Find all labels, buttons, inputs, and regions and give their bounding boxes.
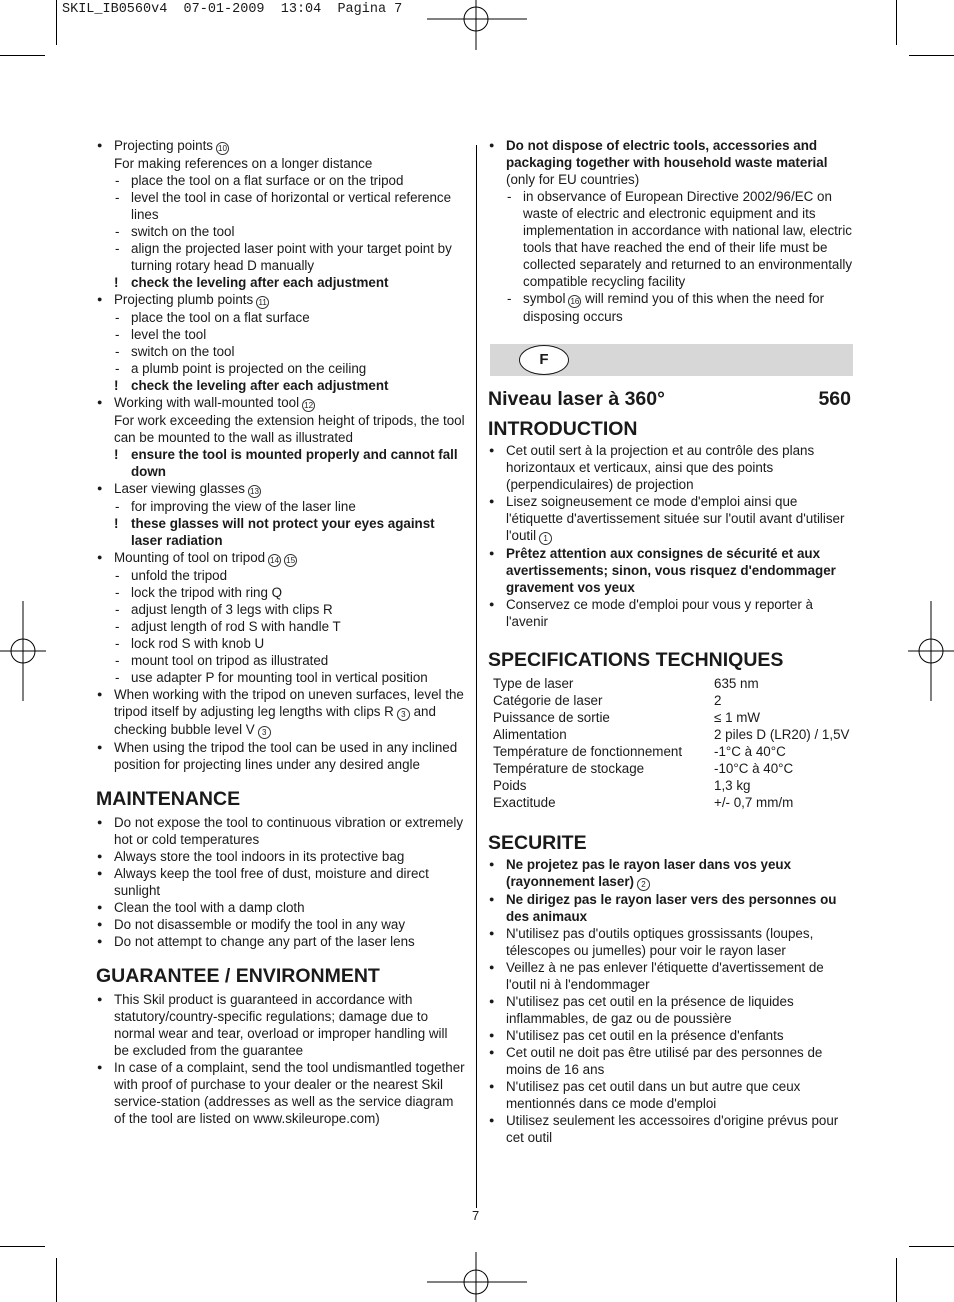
list-item: ● Prêtez attention aux consignes de sécurité et aux avertissements; sinon, vous risquez d'endommager gravement vos yeux	[488, 545, 856, 596]
list-step: - for improving the view of the laser line	[96, 498, 466, 515]
list-item	[488, 137, 856, 188]
list-step: - switch on the tool	[96, 223, 466, 240]
table-row	[493, 760, 849, 777]
figure-number: 16	[568, 295, 581, 308]
figure-number: 13	[248, 485, 261, 498]
warning-item: ! check the leveling after each adjustment	[96, 274, 466, 291]
item-text: Ne projetez pas le rayon laser dans vos yeux (rayonnement laser)	[506, 857, 792, 889]
crop-mark	[0, 1246, 45, 1247]
figure-number: 14	[268, 554, 281, 567]
right-column-french	[488, 418, 856, 1146]
list-step: - level the tool in case of horizontal or vertical reference lines	[96, 189, 466, 223]
list-item: ● This Skil product is guaranteed in accordance with statutory/country-specific regulations; damage due to normal wear and tear, overload or improper handling will be excluded from the guarantee	[96, 991, 466, 1059]
figure-number: 2	[637, 878, 650, 891]
list-step: - a plumb point is projected on the ceiling	[96, 360, 466, 377]
figure-number: 1	[539, 532, 552, 545]
left-column	[96, 137, 466, 1127]
item-label: Projecting points	[114, 138, 213, 153]
section-title-introduction: INTRODUCTION	[488, 418, 638, 440]
registration-mark-right	[908, 601, 954, 701]
product-number: 560	[818, 388, 851, 410]
table-row	[493, 709, 849, 726]
crop-mark	[896, 0, 897, 45]
item-text: and checking bubble level V	[114, 704, 436, 737]
table-row	[493, 794, 849, 811]
list-item: ● N'utilisez pas cet outil en la présence d'enfants	[488, 1027, 856, 1044]
list-step: - lock rod S with knob U	[96, 635, 466, 652]
list-step: - lock the tripod with ring Q	[96, 584, 466, 601]
list-item-desc: For making references on a longer distance	[114, 156, 373, 171]
list-item: ● N'utilisez pas cet outil en la présence de liquides inflammables, de gaz ou de poussière	[488, 993, 856, 1027]
language-bar	[490, 344, 853, 376]
securite-list	[488, 856, 856, 1146]
list-item: ● Do not attempt to change any part of the laser lens	[96, 933, 466, 950]
list-item: ● N'utilisez pas cet outil dans un but autre que ceux mentionnés dans ce mode d'emploi	[488, 1078, 856, 1112]
spec-key: Température de stockage	[493, 761, 645, 776]
product-title: Niveau laser à 360°	[488, 388, 665, 410]
spec-key: Puissance de sortie	[493, 710, 610, 725]
list-item: ● Always store the tool indoors in its protective bag	[96, 848, 466, 865]
list-item: ● Do not expose the tool to continuous vibration or extremely hot or cold temperatures	[96, 814, 466, 848]
figure-number: 11	[256, 296, 269, 309]
figure-number: 15	[284, 554, 297, 567]
item-text: Lisez soigneusement ce mode d'emploi ainsi que l'étiquette d'avertissement située sur l'outil avant d'utiliser l'outil	[506, 494, 845, 543]
list-item	[96, 686, 466, 739]
item-label: Projecting plumb points	[114, 292, 254, 307]
right-column-top	[488, 137, 856, 325]
figure-number: 3	[397, 708, 410, 721]
spec-value: +/- 0,7 mm/m	[714, 795, 794, 810]
list-item: ● Clean the tool with a damp cloth	[96, 899, 466, 916]
operation-list	[96, 137, 466, 773]
crop-mark	[909, 55, 954, 56]
spec-key: Poids	[493, 778, 527, 793]
warning-item: ! these glasses will not protect your eyes against laser radiation	[96, 515, 466, 549]
registration-mark-bottom	[427, 1252, 527, 1302]
list-step: - mount tool on tripod as illustrated	[96, 652, 466, 669]
figure-number: 3	[258, 726, 271, 739]
spec-value: 635 nm	[714, 676, 759, 691]
registration-mark-left	[0, 601, 46, 701]
table-row	[493, 777, 849, 794]
list-step: - adjust length of rod S with handle T	[96, 618, 466, 635]
list-item: ● Do not disassemble or modify the tool in any way	[96, 916, 466, 933]
list-item: ● N'utilisez pas d'outils optiques grossissants (loupes, télescopes ou jumelles) pour voir le rayon laser	[488, 925, 856, 959]
table-row	[493, 675, 849, 692]
section-title-specifications: SPECIFICATIONS TECHNIQUES	[488, 649, 784, 671]
list-item: ● When using the tripod the tool can be used in any inclined position for projecting lines under any desired angle	[96, 739, 466, 773]
dispose-list	[488, 137, 856, 325]
list-item	[96, 137, 466, 155]
item-label: Mounting of tool on tripod	[114, 550, 266, 565]
item-text: will remind you of this when the need for disposing occurs	[523, 291, 825, 324]
list-item	[488, 493, 856, 545]
spec-key: Alimentation	[493, 727, 567, 742]
introduction-list	[488, 442, 856, 630]
list-step: - align the projected laser point with your target point by turning rotary head D manually	[96, 240, 466, 274]
spec-key: Exactitude	[493, 795, 556, 810]
dispose-note: (only for EU countries)	[506, 172, 640, 187]
product-title-row	[488, 388, 851, 410]
crop-mark	[896, 1258, 897, 1302]
list-item	[96, 480, 466, 498]
list-step: - place the tool on a flat surface or on the tripod	[96, 172, 466, 189]
spec-value: ≤ 1 mW	[714, 710, 761, 725]
spec-key: Catégorie de laser	[493, 693, 603, 708]
section-title-securite: SECURITE	[488, 832, 587, 854]
list-step: - level the tool	[96, 326, 466, 343]
list-item: ● Utilisez seulement les accessoires d'origine prévus pour cet outil	[488, 1112, 856, 1146]
list-item-desc: For work exceeding the extension height of tripods, the tool can be mounted to the wall as illustrated	[114, 413, 465, 445]
figure-number: 10	[216, 142, 229, 155]
maintenance-list	[96, 814, 466, 950]
column-divider	[476, 145, 477, 1208]
list-item: ● Veillez à ne pas enlever l'étiquette d'avertissement de l'outil ni à l'endommager	[488, 959, 856, 993]
crop-mark	[56, 1258, 57, 1302]
list-step: - use adapter P for mounting tool in vertical position	[96, 669, 466, 686]
registration-mark-top	[427, 0, 527, 50]
figure-number: 12	[302, 399, 315, 412]
list-item	[96, 291, 466, 309]
spec-value: 2	[714, 693, 722, 708]
language-badge: F	[519, 345, 569, 375]
warning-item: ! ensure the tool is mounted properly and cannot fall down	[96, 446, 466, 480]
table-row	[493, 692, 849, 709]
page-number: 7	[472, 1208, 480, 1223]
list-item: ● Conservez ce mode d'emploi pour vous y reporter à l'avenir	[488, 596, 856, 630]
crop-mark	[0, 55, 45, 56]
spec-value: 1,3 kg	[714, 778, 751, 793]
section-title-guarantee: GUARANTEE / ENVIRONMENT	[96, 965, 380, 987]
crop-mark	[56, 0, 57, 45]
specs-table	[493, 675, 849, 811]
section-title-maintenance: MAINTENANCE	[96, 788, 241, 810]
item-label: Working with wall-mounted tool	[114, 395, 300, 410]
item-text: symbol	[523, 291, 566, 306]
crop-mark	[909, 1246, 954, 1247]
list-step: - in observance of European Directive 2002/96/EC on waste of electric and electronic equipment and its implementation in accordance with national law, electric tools that have reached the end of their life must be collected separately and returned to an environmentally compatible recycling facility	[488, 188, 856, 290]
item-text: When working with the tripod on uneven surfaces, level the tripod itself by adjusting leg lengths with clips R	[114, 687, 464, 719]
spec-key: Température de fonctionnement	[493, 744, 683, 759]
guarantee-list	[96, 991, 466, 1127]
list-step: - switch on the tool	[96, 343, 466, 360]
list-step: - adjust length of 3 legs with clips R	[96, 601, 466, 618]
list-item	[96, 549, 466, 567]
spec-key: Type de laser	[493, 676, 574, 691]
file-header: SKIL_IB0560v4 07-01-2009 13:04 Pagina 7	[62, 2, 403, 17]
dispose-bold: Do not dispose of electric tools, accessories and packaging together with household waste material	[506, 138, 828, 170]
spec-value: 2 piles D (LR20) / 1,5V	[714, 727, 850, 742]
list-item: ● Always keep the tool free of dust, moisture and direct sunlight	[96, 865, 466, 899]
table-row	[493, 743, 849, 760]
warning-item: ! check the leveling after each adjustment	[96, 377, 466, 394]
list-item	[488, 856, 856, 891]
spec-value: -1°C à 40°C	[714, 744, 786, 759]
spec-value: -10°C à 40°C	[714, 761, 794, 776]
list-item: ● Cet outil sert à la projection et au contrôle des plans horizontaux et verticaux, ainsi que des points (perpendiculaires) de projection	[488, 442, 856, 493]
list-step: - unfold the tripod	[96, 567, 466, 584]
table-row	[493, 726, 849, 743]
list-step	[488, 290, 856, 325]
list-item: ● Ne dirigez pas le rayon laser vers des personnes ou des animaux	[488, 891, 856, 925]
list-step: - place the tool on a flat surface	[96, 309, 466, 326]
item-label: Laser viewing glasses	[114, 481, 245, 496]
list-item: ● Cet outil ne doit pas être utilisé par des personnes de moins de 16 ans	[488, 1044, 856, 1078]
list-item	[96, 394, 466, 412]
list-item: ● In case of a complaint, send the tool undismantled together with proof of purchase to your dealer or the nearest Skil service-station (addresses as well as the service diagram of the tool are listed on www.skileurope.com)	[96, 1059, 466, 1127]
